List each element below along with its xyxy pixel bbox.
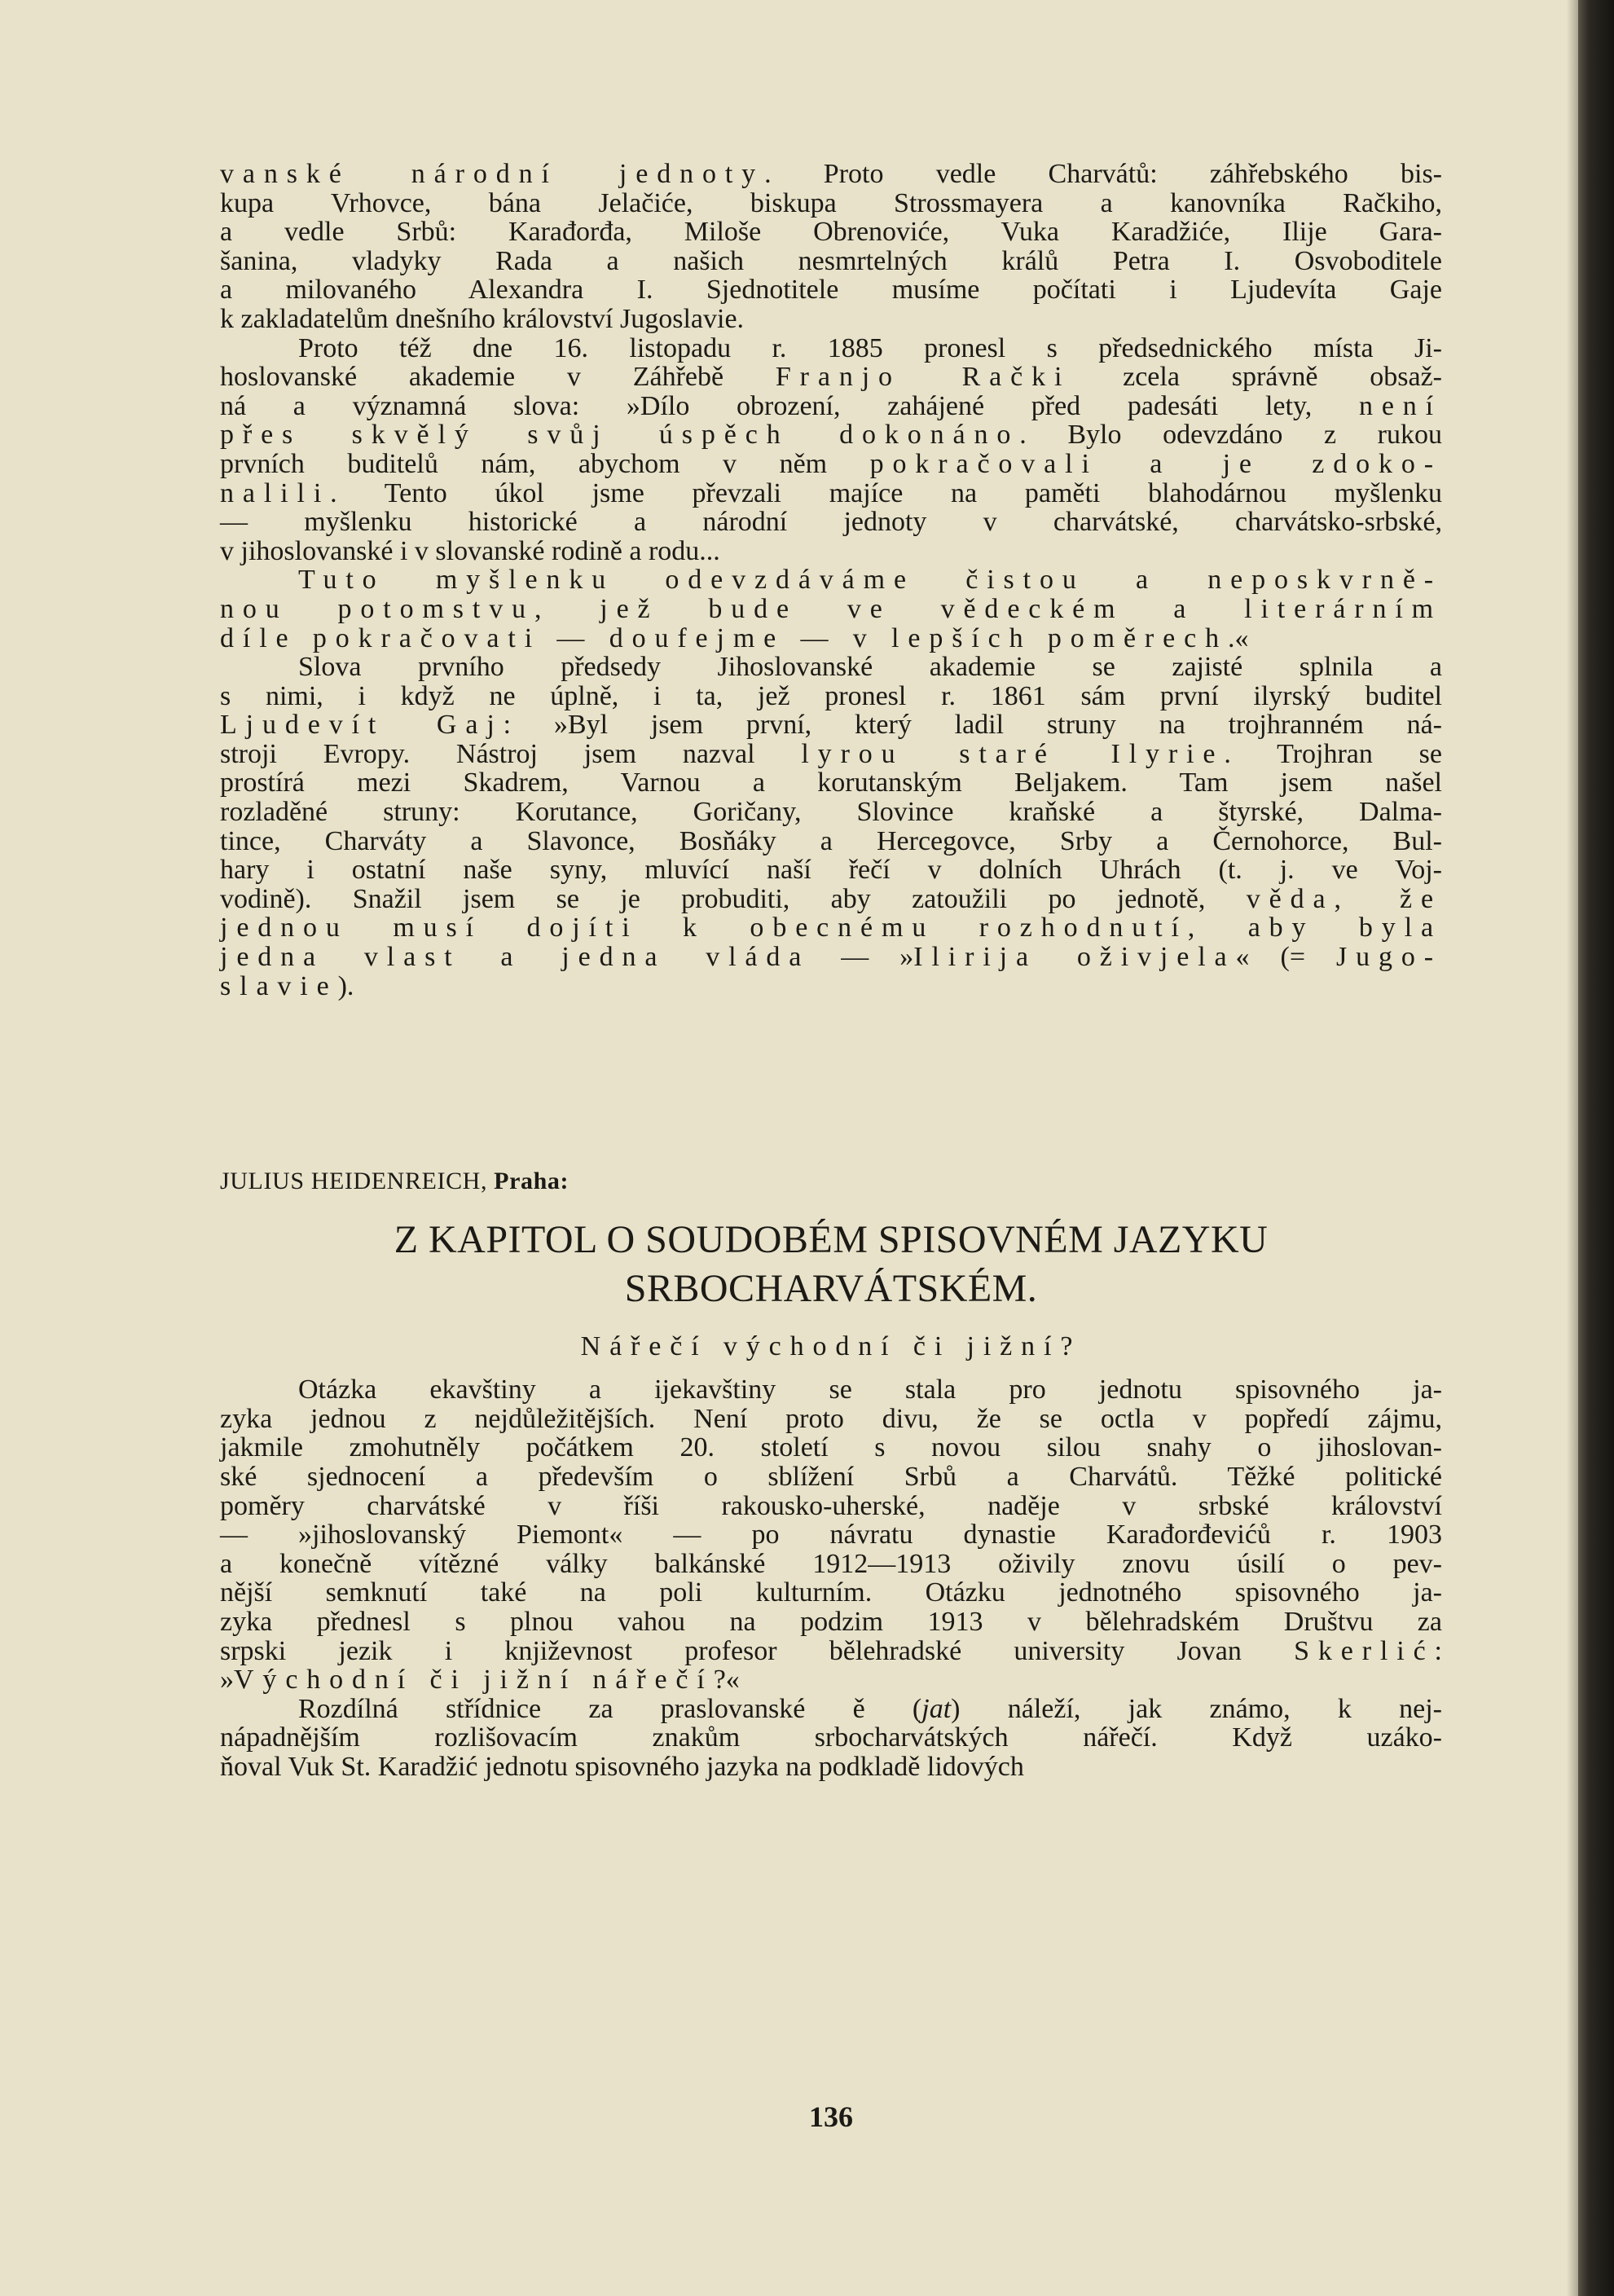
text-line [220, 1520, 1442, 1550]
text-run: Proto též dne 16. listopadu r. 1885 pronesl s předsednického místa Ji- [298, 332, 1442, 363]
page-content [220, 160, 1442, 1782]
text-run: . Bylo odevzdáno z rukou [1019, 420, 1442, 451]
text-run: ná a významná slova: »Dílo obrození, zahájené před padesáti lety, [220, 390, 1359, 421]
spaced-emphasis: nou potomstvu, jež bude ve vědeckém a literárním [220, 593, 1442, 624]
spaced-emphasis: slavie [220, 970, 338, 1001]
spaced-emphasis: Franjo Rački [775, 362, 1071, 393]
text-run: ) náleží, jak známo, k nej- [951, 1693, 1442, 1724]
spaced-emphasis: věda, že [1246, 883, 1442, 914]
text-run: Slova prvního předsedy Jihoslovanské akademie se zajisté splnila a [298, 652, 1442, 683]
text-run: hoslovanské akademie v Záhřebě [220, 362, 776, 393]
text-line [220, 1375, 1442, 1405]
spaced-emphasis: Ilirija oživjela [913, 942, 1236, 973]
text-run: prvních buditelů nám, abychom v něm [220, 448, 870, 479]
text-line [220, 1462, 1442, 1492]
text-line [220, 1578, 1442, 1608]
text-line [220, 1492, 1442, 1521]
spaced-emphasis: Východní či jižní nářečí [234, 1665, 714, 1696]
text-run: tince, Charváty a Slavonce, Bosňáky a Hercegovce, Srby a Černohorce, Bul- [220, 825, 1442, 856]
spaced-emphasis: Ljudevít Gaj [220, 710, 504, 741]
text-run: zyka přednesl s plnou vahou na podzim 1913 v bělehradském Društvu za [220, 1606, 1442, 1637]
text-line [220, 537, 1442, 566]
text-run: hary i ostatní naše syny, mluvící naší řečí v dolních Uhrách (t. j. ve Voj- [220, 855, 1442, 886]
article-body [220, 1375, 1442, 1781]
spaced-emphasis: nalili [220, 477, 331, 508]
text-run: šanina, vladyky Rada a našich nesmrtelných králů Petra I. Osvoboditele [220, 245, 1442, 276]
text-run: v jihoslovanské i v slovanské rodině a rodu... [220, 535, 720, 566]
text-line [220, 768, 1442, 798]
text-run: stroji Evropy. Nástroj jsem nazval [220, 738, 802, 769]
text-line [220, 1665, 1442, 1695]
text-run: vodině). Snažil jsem se je probuditi, aby zatoužili po jednotě, [220, 883, 1247, 914]
text-run: nější semknutí také na poli kulturním. Otázku jednotného spisovného ja- [220, 1577, 1442, 1608]
text-line [220, 885, 1442, 914]
text-line [220, 189, 1442, 218]
text-run: s nimi, i když ne úplně, i ta, jež pronesl r. 1861 sám první ilyrský buditel [220, 680, 1442, 711]
text-line [220, 798, 1442, 827]
text-line [220, 305, 1442, 334]
text-line [220, 420, 1442, 450]
text-run: ňoval Vuk St. Karadžić jednotu spisovného jazyka na podkladě lidových [220, 1751, 1024, 1782]
text-line [220, 1608, 1442, 1637]
text-run: zyka jednou z nejdůležitějších. Není proto divu, že se octla v popředí zájmu, [220, 1403, 1442, 1434]
article-title [220, 1216, 1442, 1313]
text-run: . Trojhran se [1224, 738, 1442, 769]
text-run: — »jihoslovanský Piemont« — po návratu dynastie Karađorđevićů r. 1903 [220, 1520, 1442, 1550]
text-line [220, 827, 1442, 856]
spaced-emphasis: přes skvělý svůj úspěch dokonáno [220, 420, 1020, 451]
text-line [220, 856, 1442, 885]
text-line [220, 1433, 1442, 1462]
text-line [220, 275, 1442, 305]
text-line [220, 972, 1442, 1001]
spaced-emphasis: není [1358, 390, 1442, 421]
title-line-1: Z KAPITOL O SOUDOBÉM SPISOVNÉM JAZYKU [394, 1218, 1269, 1262]
text-run: — » [810, 942, 914, 973]
text-run: Otázka ekavštiny a ijekavštiny se stala pro jednotu spisovného ja- [298, 1375, 1442, 1405]
title-line-2: SRBOCHARVÁTSKÉM. [624, 1267, 1038, 1311]
text-line [220, 1753, 1442, 1782]
text-line [220, 450, 1442, 479]
text-run: a vedle Srbů: Karađorđa, Miloše Obrenoviće, Vuka Karadžiće, Ilije Gara- [220, 217, 1442, 248]
text-line [220, 363, 1442, 392]
spaced-emphasis: díle pokračovati — doufejme — v lepších poměrech [220, 622, 1228, 653]
text-run: prostírá mezi Skadrem, Varnou a korutanským Beljakem. Tam jsem našel [220, 768, 1442, 798]
text-run: zcela správně obsaž- [1071, 362, 1442, 393]
text-line [220, 1637, 1442, 1666]
spaced-emphasis: Tuto myšlenku odevzdáváme čistou a neposkvrně- [298, 565, 1442, 596]
text-line [220, 624, 1442, 653]
scan-shadow [1567, 0, 1578, 2296]
text-line [220, 160, 1442, 189]
spaced-emphasis: pokračovali a je zdoko- [869, 448, 1442, 479]
text-run: — myšlenku historické a národní jednoty v charvátské, charvátsko-srbské, [220, 507, 1442, 538]
section-subtitle: Nářečí východní či jižní? [580, 1331, 1082, 1362]
text-run: . Tento úkol jsme převzali majíce na paměti blahodárnou myšlenku [330, 477, 1442, 508]
text-line [220, 1695, 1442, 1724]
spaced-emphasis: Jugo- [1336, 942, 1443, 973]
author-place: Praha: [494, 1168, 570, 1195]
text-run: ). [337, 970, 354, 1001]
text-run: k zakladatelům dnešního království Jugoslavie. [220, 303, 745, 334]
text-run: a konečně vítězné války balkánské 1912—1913 oživily znovu úsilí o pev- [220, 1548, 1442, 1579]
text-run: jakmile zmohutněly počátkem 20. století s novou silou snahy o jihoslovan- [220, 1432, 1442, 1463]
text-line [220, 247, 1442, 276]
text-line [220, 392, 1442, 421]
byline [220, 1165, 1442, 1198]
text-run: poměry charvátské v říši rakousko-uherské, naděje v srbské království [220, 1490, 1442, 1521]
text-line [220, 595, 1442, 624]
page-number: 136 [809, 2100, 853, 2133]
text-run: ské sjednocení a především o sblížení Srbů a Charvátů. Těžké politické [220, 1462, 1442, 1492]
text-run: rozladěné struny: Korutance, Goričany, Slovince kraňské a štyrské, Dalma- [220, 797, 1442, 828]
text-line [220, 913, 1442, 943]
article-continuation [220, 160, 1442, 1001]
text-line [220, 653, 1442, 682]
text-run: ?« [713, 1665, 740, 1696]
text-line [220, 334, 1442, 363]
text-line [220, 710, 1442, 740]
spaced-emphasis: jednou musí dojíti k obecnému rozhodnutí, aby byla [220, 913, 1442, 943]
text-line [220, 1723, 1442, 1753]
text-line [220, 479, 1442, 508]
spaced-emphasis: jedna vlast a jedna vláda [220, 942, 811, 973]
text-run: « (= [1235, 942, 1337, 973]
text-line [220, 1550, 1442, 1579]
text-run: : »Byl jsem první, který ladil struny na trojhranném ná- [503, 710, 1442, 741]
text-run: a milovaného Alexandra I. Sjednotitele musíme počítati i Ljudevíta Gaje [220, 275, 1442, 306]
text-line [220, 1405, 1442, 1434]
text-run: kupa Vrhovce, bána Jelačiće, biskupa Strossmayera a kanovníka Račkiho, [220, 187, 1442, 218]
text-line [220, 943, 1442, 972]
text-run: Rozdílná střídnice za praslovanské ě ( [298, 1693, 922, 1724]
text-run: » [220, 1665, 234, 1696]
text-run: : [1434, 1635, 1442, 1666]
text-line [220, 740, 1442, 769]
text-line [220, 218, 1442, 247]
text-run: . Proto vedle Charvátů: záhřebského bis- [764, 159, 1443, 189]
author-name: JULIUS HEIDENREICH, [220, 1168, 488, 1195]
text-run: srpski jezik i književnost profesor bělehradské university Jovan [220, 1635, 1295, 1666]
italic-term: jat [921, 1693, 952, 1724]
text-run: nápadnějším rozlišovacím znakům srbocharvátských nářečí. Když uzáko- [220, 1722, 1442, 1753]
text-line [220, 508, 1442, 537]
text-line [220, 565, 1442, 595]
text-run: .« [1227, 622, 1249, 653]
scan-edge [1578, 0, 1614, 2296]
spaced-emphasis: vanské národní jednoty [220, 159, 765, 189]
spaced-emphasis: Skerlić [1294, 1635, 1435, 1666]
spaced-emphasis: lyrou staré Ilyrie [801, 738, 1225, 769]
text-line [220, 682, 1442, 711]
